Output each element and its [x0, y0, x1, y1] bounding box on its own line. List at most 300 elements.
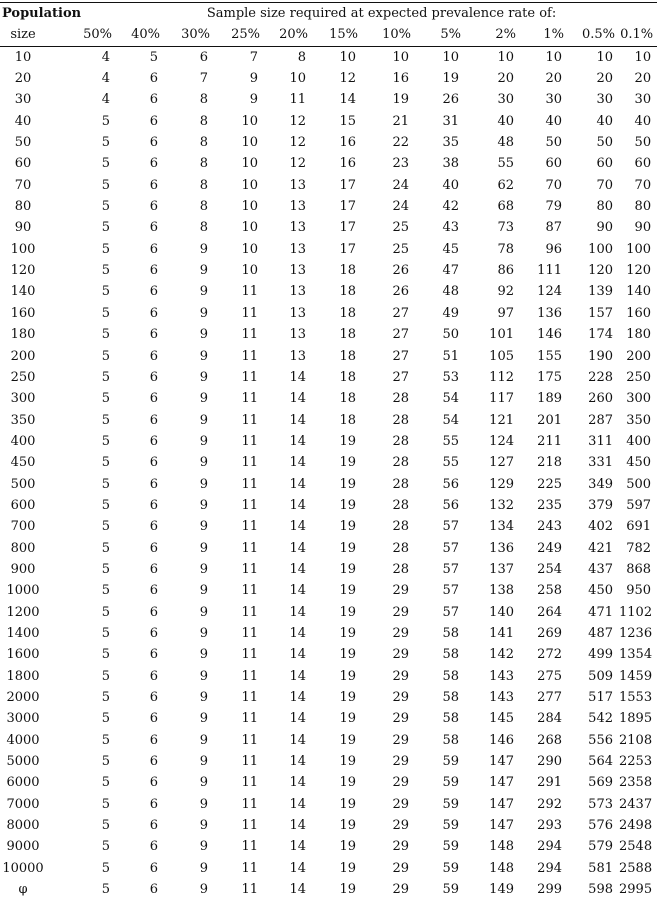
sample-size-cell: 18 — [339, 412, 356, 428]
sample-size-cell: 59 — [442, 754, 459, 770]
sample-size-cell: 9 — [199, 818, 208, 834]
sample-size-cell: 11 — [241, 625, 258, 641]
table-row — [0, 175, 657, 196]
sample-size-cell: 11 — [241, 412, 258, 428]
sample-size-cell: 2437 — [619, 796, 653, 812]
sample-size-cell: 569 — [588, 775, 613, 791]
sample-size-cell: 517 — [588, 690, 613, 705]
rate-header: 20% — [264, 24, 312, 46]
sample-size-cell: 79 — [545, 199, 562, 215]
sample-size-cell: 9 — [199, 882, 208, 898]
sample-size-cell: 9 — [199, 711, 208, 727]
sample-size-cell: 137 — [489, 561, 514, 577]
population-cell: 10000 — [2, 860, 44, 876]
sample-size-cell: 7 — [199, 71, 208, 87]
sample-size-cell: 349 — [588, 476, 613, 492]
table-row — [0, 367, 657, 388]
rate-header: 25% — [214, 24, 264, 46]
sample-size-cell: 189 — [537, 391, 562, 407]
sample-size-cell: 18 — [339, 391, 356, 407]
table-row — [0, 68, 657, 89]
sample-size-cell: 11 — [289, 92, 306, 108]
sample-size-cell: 11 — [241, 476, 258, 492]
population-cell: 700 — [10, 519, 36, 535]
sample-size-cell: 6 — [149, 391, 158, 407]
sample-size-cell: 70 — [545, 177, 562, 193]
sample-size-cell: 48 — [442, 284, 459, 300]
population-cell: 10 — [14, 49, 32, 65]
sample-size-cell: 147 — [489, 754, 514, 770]
sample-size-cell: 5 — [101, 818, 110, 834]
rate-header: 40% — [116, 24, 164, 46]
sample-size-cell: 47 — [442, 263, 459, 279]
sample-size-table — [0, 2, 657, 900]
population-header-size: size — [0, 24, 46, 46]
sample-size-cell: 24 — [392, 177, 409, 193]
table-row — [0, 132, 657, 153]
sample-size-cell: 19 — [339, 583, 356, 599]
sample-size-cell: 9 — [199, 519, 208, 535]
sample-size-cell: 58 — [442, 732, 459, 748]
sample-size-cell: 5 — [101, 455, 110, 471]
sample-size-cell: 58 — [442, 690, 459, 705]
population-cell: 20 — [14, 71, 32, 87]
table-row — [0, 516, 657, 537]
population-cell: 4000 — [6, 732, 40, 748]
sample-size-cell: 29 — [392, 754, 409, 770]
sample-size-cell: 691 — [626, 519, 652, 535]
sample-size-cell: 58 — [442, 668, 459, 684]
sample-size-cell: 120 — [626, 263, 652, 279]
sample-size-cell: 28 — [392, 519, 409, 535]
sample-size-cell: 9 — [199, 561, 208, 577]
sample-size-cell: 23 — [392, 156, 409, 172]
sample-size-cell: 10 — [241, 113, 258, 129]
sample-size-cell: 14 — [289, 391, 306, 407]
sample-size-cell: 19 — [339, 433, 356, 449]
sample-size-cell: 4 — [101, 71, 110, 87]
population-cell: 140 — [10, 284, 36, 300]
sample-size-cell: 16 — [339, 135, 356, 151]
sample-size-cell: 59 — [442, 882, 459, 898]
population-cell: 8000 — [6, 818, 40, 834]
sample-size-cell: 292 — [537, 796, 562, 812]
sample-size-cell: 73 — [497, 220, 514, 236]
sample-size-cell: 132 — [489, 497, 514, 513]
table-row — [0, 346, 657, 367]
sample-size-cell: 10 — [241, 263, 258, 279]
table-row — [0, 281, 657, 302]
sample-size-cell: 19 — [339, 455, 356, 471]
table-row — [0, 772, 657, 793]
sample-size-cell: 500 — [626, 476, 652, 492]
population-cell: 100 — [10, 241, 36, 257]
sample-size-cell: 509 — [588, 668, 613, 684]
sample-size-cell: 272 — [537, 647, 562, 663]
sample-size-cell: 29 — [392, 583, 409, 599]
rate-header: 0.5% — [568, 24, 619, 46]
sample-size-cell: 6 — [149, 839, 158, 855]
sample-size-cell: 5 — [101, 882, 110, 898]
rate-header: 0.1% — [619, 24, 657, 46]
sample-size-cell: 9 — [199, 583, 208, 599]
population-cell: 400 — [10, 433, 36, 449]
sample-size-cell: 6 — [199, 49, 208, 65]
sample-size-cell: 13 — [289, 284, 306, 300]
sample-size-cell: 19 — [339, 882, 356, 898]
sample-size-cell: 2498 — [619, 818, 653, 834]
sample-size-cell: 174 — [588, 327, 613, 343]
sample-size-cell: 19 — [442, 71, 459, 87]
sample-size-cell: 290 — [537, 754, 562, 770]
sample-size-cell: 9 — [199, 775, 208, 791]
sample-size-cell: 147 — [489, 818, 514, 834]
sample-size-cell: 5 — [101, 839, 110, 855]
sample-size-cell: 5 — [101, 775, 110, 791]
sample-size-cell: 9 — [199, 860, 208, 876]
population-cell: 6000 — [6, 775, 40, 791]
sample-size-cell: 11 — [241, 732, 258, 748]
sample-size-cell: 9 — [249, 71, 258, 87]
sample-size-cell: 9 — [199, 540, 208, 556]
sample-size-cell: 284 — [537, 711, 562, 727]
sample-size-cell: 48 — [497, 135, 514, 151]
sample-size-cell: 579 — [588, 839, 613, 855]
population-cell: 1200 — [6, 604, 40, 620]
sample-size-cell: 35 — [442, 135, 459, 151]
sample-size-cell: 487 — [588, 625, 613, 641]
sample-size-cell: 19 — [339, 476, 356, 492]
sample-size-cell: 117 — [489, 391, 514, 407]
sample-size-cell: 499 — [588, 647, 613, 663]
table-row — [0, 303, 657, 324]
sample-size-cell: 311 — [588, 433, 613, 449]
sample-size-cell: 140 — [626, 284, 652, 300]
sample-size-cell: 5 — [101, 732, 110, 748]
sample-size-cell: 268 — [537, 732, 562, 748]
table-row — [0, 836, 657, 857]
sample-size-cell: 9 — [199, 754, 208, 770]
sample-size-cell: 18 — [339, 348, 356, 364]
sample-size-cell: 211 — [537, 433, 562, 449]
sample-size-cell: 254 — [537, 561, 562, 577]
population-cell: 120 — [10, 263, 36, 279]
sample-size-cell: 9 — [199, 455, 208, 471]
sample-size-cell: 55 — [442, 455, 459, 471]
sample-size-cell: 218 — [537, 455, 562, 471]
sample-size-cell: 29 — [392, 732, 409, 748]
sample-size-cell: 20 — [634, 71, 652, 87]
sample-size-cell: 6 — [149, 455, 158, 471]
sample-size-cell: 9 — [199, 839, 208, 855]
sample-size-cell: 13 — [289, 220, 306, 236]
sample-size-cell: 14 — [289, 647, 306, 663]
sample-size-cell: 19 — [339, 711, 356, 727]
sample-size-cell: 277 — [537, 690, 562, 705]
sample-size-cell: 58 — [442, 625, 459, 641]
population-cell: 9000 — [6, 839, 40, 855]
sample-size-cell: 62 — [497, 177, 514, 193]
sample-size-cell: 5 — [101, 305, 110, 321]
table-row — [0, 815, 657, 836]
sample-size-cell: 400 — [626, 433, 652, 449]
sample-size-cell: 29 — [392, 775, 409, 791]
sample-size-cell: 5 — [101, 860, 110, 876]
sample-size-cell: 9 — [249, 92, 258, 108]
sample-size-cell: 139 — [588, 284, 613, 300]
sample-size-cell: 19 — [339, 796, 356, 812]
sample-size-cell: 6 — [149, 92, 158, 108]
sample-size-cell: 19 — [339, 690, 356, 705]
sample-size-cell: 30 — [497, 92, 514, 108]
sample-size-cell: 9 — [199, 369, 208, 385]
population-cell: 500 — [10, 476, 36, 492]
sample-size-cell: 294 — [537, 860, 562, 876]
sample-size-cell: 2588 — [619, 860, 653, 876]
sample-size-cell: 11 — [241, 561, 258, 577]
sample-size-cell: 260 — [588, 391, 613, 407]
sample-size-cell: 5 — [101, 135, 110, 151]
sample-size-cell: 14 — [289, 818, 306, 834]
sample-size-cell: 96 — [545, 241, 562, 257]
sample-size-cell: 5 — [101, 647, 110, 663]
sample-size-cell: 19 — [339, 604, 356, 620]
sample-size-cell: 92 — [497, 284, 514, 300]
sample-size-cell: 134 — [489, 519, 514, 535]
sample-size-cell: 9 — [199, 647, 208, 663]
sample-size-cell: 57 — [442, 583, 459, 599]
sample-size-cell: 175 — [537, 369, 562, 385]
population-cell: 70 — [14, 177, 32, 193]
sample-size-cell: 180 — [626, 327, 652, 343]
sample-size-cell: 6 — [149, 348, 158, 364]
sample-size-cell: 129 — [489, 476, 514, 492]
sample-size-cell: 421 — [588, 540, 613, 556]
sample-size-cell: 782 — [626, 540, 652, 556]
sample-size-cell: 80 — [634, 199, 652, 215]
sample-size-cell: 50 — [442, 327, 459, 343]
sample-size-cell: 5 — [101, 369, 110, 385]
sample-size-cell: 14 — [289, 668, 306, 684]
sample-size-cell: 29 — [392, 647, 409, 663]
sample-size-cell: 9 — [199, 668, 208, 684]
sample-size-cell: 10 — [241, 199, 258, 215]
rate-header: 2% — [465, 24, 520, 46]
sample-size-cell: 147 — [489, 775, 514, 791]
sample-size-cell: 10 — [392, 49, 409, 65]
sample-size-cell: 124 — [537, 284, 562, 300]
sample-size-cell: 14 — [289, 540, 306, 556]
sample-size-cell: 40 — [545, 113, 562, 129]
sample-size-cell: 5 — [101, 412, 110, 428]
population-cell: 900 — [10, 561, 36, 577]
sample-size-cell: 146 — [489, 732, 514, 748]
sample-size-cell: 269 — [537, 625, 562, 641]
sample-size-cell: 1354 — [619, 647, 653, 663]
table-row — [0, 324, 657, 345]
sample-size-cell: 19 — [339, 561, 356, 577]
sample-size-cell: 155 — [537, 348, 562, 364]
sample-size-cell: 13 — [289, 199, 306, 215]
sample-size-cell: 14 — [289, 561, 306, 577]
sample-size-cell: 24 — [392, 199, 409, 215]
population-cell: 1800 — [6, 668, 40, 684]
sample-size-cell: 11 — [241, 348, 258, 364]
sample-size-cell: 5 — [149, 49, 158, 65]
sample-size-cell: 6 — [149, 668, 158, 684]
sample-size-cell: 437 — [588, 561, 613, 577]
sample-size-cell: 450 — [588, 583, 613, 599]
sample-size-cell: 40 — [634, 113, 652, 129]
sample-size-cell: 50 — [545, 135, 562, 151]
table-row — [0, 495, 657, 516]
sample-size-cell: 86 — [497, 263, 514, 279]
sample-size-cell: 20 — [497, 71, 514, 87]
sample-size-cell: 19 — [339, 519, 356, 535]
sample-size-cell: 157 — [588, 305, 613, 321]
sample-size-cell: 350 — [626, 412, 652, 428]
sample-size-cell: 18 — [339, 369, 356, 385]
sample-size-cell: 54 — [442, 391, 459, 407]
header-row-2 — [0, 24, 657, 46]
sample-size-cell: 101 — [489, 327, 514, 343]
sample-size-cell: 11 — [241, 711, 258, 727]
sample-size-cell: 17 — [339, 177, 356, 193]
sample-size-cell: 38 — [442, 156, 459, 172]
sample-size-cell: 5 — [101, 668, 110, 684]
population-cell: 160 — [10, 305, 36, 321]
population-cell: 50 — [14, 135, 32, 151]
sample-size-cell: 57 — [442, 604, 459, 620]
sample-size-cell: 27 — [392, 305, 409, 321]
sample-size-cell: 136 — [537, 305, 562, 321]
sample-size-cell: 40 — [497, 113, 514, 129]
table-row — [0, 580, 657, 601]
sample-size-cell: 9 — [199, 263, 208, 279]
sample-size-cell: 17 — [339, 199, 356, 215]
population-cell: 2000 — [6, 690, 40, 705]
sample-size-cell: 10 — [241, 156, 258, 172]
sample-size-cell: 27 — [392, 327, 409, 343]
sample-size-cell: 14 — [289, 690, 306, 705]
sample-size-cell: 18 — [339, 263, 356, 279]
sample-size-cell: 6 — [149, 241, 158, 257]
sample-size-cell: 6 — [149, 476, 158, 492]
sample-size-cell: 28 — [392, 540, 409, 556]
sample-size-cell: 8 — [199, 220, 208, 236]
sample-size-cell: 87 — [545, 220, 562, 236]
sample-size-cell: 9 — [199, 604, 208, 620]
sample-size-cell: 5 — [101, 690, 110, 705]
sample-size-cell: 22 — [392, 135, 409, 151]
sample-size-cell: 59 — [442, 796, 459, 812]
sample-size-cell: 581 — [588, 860, 613, 876]
sample-size-cell: 14 — [289, 775, 306, 791]
sample-size-cell: 160 — [626, 305, 652, 321]
table-row — [0, 602, 657, 623]
sample-size-cell: 6 — [149, 113, 158, 129]
sample-size-cell: 120 — [588, 263, 613, 279]
sample-size-cell: 18 — [339, 327, 356, 343]
sample-size-cell: 49 — [442, 305, 459, 321]
sample-size-cell: 16 — [339, 156, 356, 172]
sample-size-cell: 12 — [289, 156, 306, 172]
population-cell: 1600 — [6, 647, 40, 663]
sample-size-cell: 9 — [199, 327, 208, 343]
sample-size-cell: 597 — [626, 497, 652, 513]
sample-size-cell: 300 — [626, 391, 652, 407]
sample-size-cell: 11 — [241, 369, 258, 385]
sample-size-cell: 14 — [289, 369, 306, 385]
sample-size-cell: 28 — [392, 476, 409, 492]
sample-size-cell: 80 — [596, 199, 613, 215]
sample-size-cell: 111 — [537, 263, 562, 279]
sample-size-cell: 9 — [199, 625, 208, 641]
table-row — [0, 111, 657, 132]
sample-size-cell: 45 — [442, 241, 459, 257]
sample-size-cell: 4 — [101, 49, 110, 65]
sample-size-cell: 56 — [442, 497, 459, 513]
sample-size-cell: 42 — [442, 199, 459, 215]
sample-size-cell: 5 — [101, 561, 110, 577]
sample-size-cell: 2108 — [619, 732, 653, 748]
rate-header: 30% — [164, 24, 214, 46]
sample-size-cell: 5 — [101, 497, 110, 513]
sample-size-cell: 331 — [588, 455, 613, 471]
sample-size-cell: 14 — [289, 433, 306, 449]
sample-size-cell: 11 — [241, 391, 258, 407]
population-cell: 180 — [10, 327, 36, 343]
sample-size-cell: 8 — [199, 199, 208, 215]
sample-size-cell: 29 — [392, 882, 409, 898]
sample-size-cell: 59 — [442, 839, 459, 855]
sample-size-cell: 6 — [149, 711, 158, 727]
table-row — [0, 388, 657, 409]
sample-size-cell: 13 — [289, 241, 306, 257]
sample-size-cell: 11 — [241, 818, 258, 834]
sample-size-cell: 19 — [339, 625, 356, 641]
sample-size-cell: 6 — [149, 540, 158, 556]
sample-size-cell: 19 — [339, 754, 356, 770]
table-row — [0, 708, 657, 729]
sample-size-cell: 6 — [149, 754, 158, 770]
sample-size-cell: 14 — [289, 839, 306, 855]
sample-size-cell: 28 — [392, 455, 409, 471]
table-row — [0, 431, 657, 452]
sample-size-cell: 6 — [149, 796, 158, 812]
sample-size-cell: 26 — [392, 263, 409, 279]
sample-size-cell: 6 — [149, 433, 158, 449]
sample-size-cell: 950 — [626, 583, 652, 599]
table-row — [0, 623, 657, 644]
population-cell: 30 — [14, 92, 32, 108]
sample-size-cell: 8 — [199, 92, 208, 108]
table-row — [0, 217, 657, 238]
sample-size-cell: 6 — [149, 818, 158, 834]
sample-size-cell: 19 — [339, 497, 356, 513]
sample-size-cell: 10 — [241, 135, 258, 151]
sample-size-cell: 9 — [199, 305, 208, 321]
sample-size-cell: 9 — [199, 433, 208, 449]
sample-size-cell: 19 — [339, 860, 356, 876]
sample-size-cell: 11 — [241, 519, 258, 535]
sample-size-cell: 5 — [101, 199, 110, 215]
sample-size-cell: 564 — [588, 754, 613, 770]
sample-size-cell: 9 — [199, 732, 208, 748]
table-body — [0, 46, 657, 900]
sample-size-cell: 11 — [241, 796, 258, 812]
sample-size-cell: 29 — [392, 604, 409, 620]
